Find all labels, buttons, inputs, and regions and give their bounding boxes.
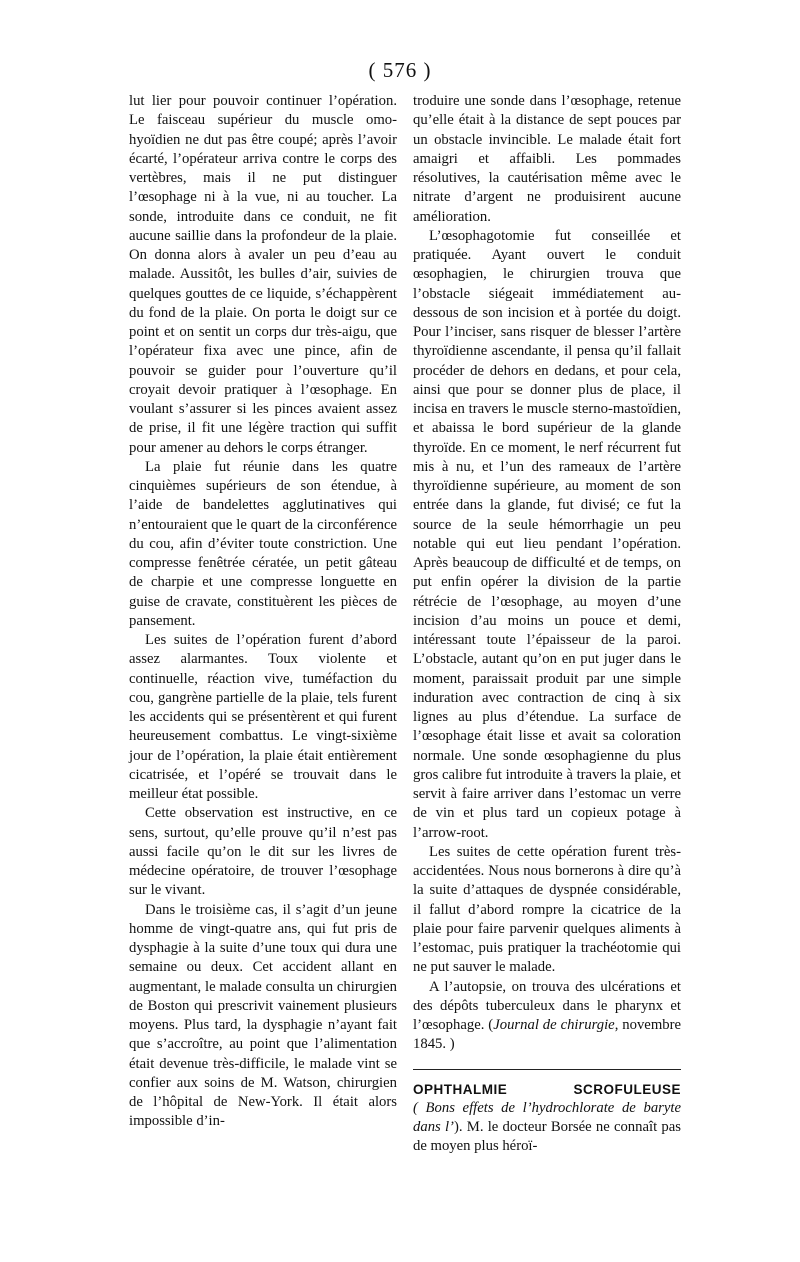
section-divider xyxy=(413,1069,681,1070)
citation-date: , novembre 1845. ) xyxy=(413,1017,681,1053)
section-heading xyxy=(413,1080,681,1099)
section-subtitle: ( Bons effets de l’hydrochlorate de baryte dans l’ xyxy=(413,1099,681,1135)
paragraph: Les suites de cette opération furent très-accidentées. Nous nous bornerons à dire qu’à la suite d’attaques de dyspnée considérable, il fallut d’abord rompre la cicatrice de la plaie pour faire parvenir quelques aliments à l’estomac, puis pratiquer la trachéotomie qui ne put sauver le malade. xyxy=(413,843,681,976)
paragraph: La plaie fut réunie dans les quatre cinquièmes supérieurs de son étendue, à l’aide de bandelettes agglutinatives qui n’entouraient que le quart de la circonférence du cou, afin d’éviter toute constriction. Une compresse fenêtrée cératée, un petit gâteau de charpie et une compresse longuette en guise de cravate, constituèrent les pièces de pansement. xyxy=(129,458,397,629)
page-number: ( 576 ) xyxy=(368,58,432,82)
section-body: M. le docteur Borsée ne connaît pas de moyen plus héroï- xyxy=(413,1119,681,1155)
subtitle-end: ). xyxy=(453,1119,463,1135)
section-text xyxy=(413,1099,681,1157)
heading-word: OPHTHALMIE xyxy=(413,1081,508,1097)
paragraph: Les suites de l’opération furent d’abord assez alarmantes. Toux violente et continuelle, réaction vive, tuméfaction du cou, gangrène partielle de la plaie, tels furent les accidents qui se présentèrent et qui furent heureusement combattus. Le vingt-sixième jour de l’opération, la plaie était entièrement cicatrisée, et l’opéré se trouvait dans le meilleur état possible. xyxy=(129,632,397,802)
left-column xyxy=(129,92,397,1132)
paragraph: L’œsophagotomie fut conseillée et pratiquée. Ayant ouvert le conduit œsophagien, le chirurgien trouva que l’obstacle siégeait immédiatement au-dessous de son incision et à portée du doigt. Pour l’inciser, sans risquer de blesser l’artère thyroïdienne ascendante, il pensa qu’il fallait procéder de dehors en dedans, et pour cela, ainsi que pour se donner plus de place, il incisa en travers le muscle sterno-mastoïdien, et abaissa le bord supérieur de la glande thyroïde. En ce moment, le nerf récurrent fut mis à nu, et l’un des rameaux de l’artère thyroïdienne supérieure, au moment de son entrée dans la glande, fut divisé; ce fut la source de la seule hémorrhagie un peu notable qui eut lieu pendant l’opération. Après beaucoup de difficulté et de temps, on put enfin opérer la division de la partie rétrécie de l’œsophage, au moyen d’une incision d’au moins un pouce et demi, intéressant toute l’épaisseur de la paroi. L’obstacle, autant qu’on en put juger dans le moment, paraissait produit par une simple induration avec contraction de cinq à six lignes au plus d’étendue. La surface de l’œsophage était lisse et avait sa coloration normale. Une sonde œsophagienne du plus gros calibre fut introduite à travers la plaie, et servit à faire arriver dans l’estomac un verre de vin et plus tard un copieux potage à l’arrow-root. xyxy=(413,227,681,841)
paragraph: Cette observation est instructive, en ce sens, surtout, qu’elle prouve qu’il n’est pas aussi facile qu’on le dit sur les livres de médecine opératoire, de trouver l’œsophage sur le vivant. xyxy=(129,805,397,899)
paragraph: lut lier pour pouvoir continuer l’opération. Le faisceau supérieur du muscle omo-hyoïdien ne dut pas être coupé; après l’avoir écarté, l’opérateur arriva contre le corps des vertèbres, mais il ne put distinguer l’œsophage ni à la vue, ni au toucher. La sonde, introduite dans ce conduit, ne fit aucune saillie dans la profondeur de la plaie. On donna alors à avaler un peu d’eau au malade. Aussitôt, les bulles d’air, suivies de quelques gouttes de ce liquide, s’échappèrent du fond de la plaie. On porta le doigt sur ce point et on sentit un corps dur très-aigu, que l’opérateur fixa avec une pince, afin de pouvoir se guider pour l’ouverture qu’il croyait devoir pratiquer à l’œsophage. En voulant s’assurer si les pinces avaient assez de prise, il fit une légère traction qui suffit pour amener au dehors le corps étranger. xyxy=(129,93,397,456)
heading-word: SCROFULEUSE xyxy=(573,1081,681,1097)
right-column xyxy=(413,92,681,1157)
citation: ( xyxy=(488,1017,494,1033)
paragraph-text: A l’autopsie, on trouva des ulcérations et des dépôts tuberculeux dans le pharynx et l’œsophage. xyxy=(413,978,681,1033)
paragraph: Dans le troisième cas, il s’agit d’un jeune homme de vingt-quatre ans, qui fut pris de dysphagie à la suite d’une toux qui dura une semaine ou deux. Cet accident allant en augmentant, le malade consulta un chirurgien de Boston qui prescrivit vainement plusieurs moyens. Plus tard, la dysphagie n’ayant fait que s’accroître, au point que l’alimentation était devenue très-difficile, le malade vint se confier aux soins de M. Watson, chirurgien de l’hôpital de New-York. Il était alors impossible d’in- xyxy=(129,901,397,1130)
paragraph xyxy=(413,978,681,1055)
paragraph: troduire une sonde dans l’œsophage, retenue qu’elle était à la distance de sept pouces par un obstacle invincible. Le malade était fort amaigri et affaibli. Les pommades résolutives, la cautérisation même avec le nitrate d’argent ne produisirent aucune amélioration. xyxy=(413,93,681,225)
citation-journal: Journal de chirurgie xyxy=(493,1017,615,1033)
